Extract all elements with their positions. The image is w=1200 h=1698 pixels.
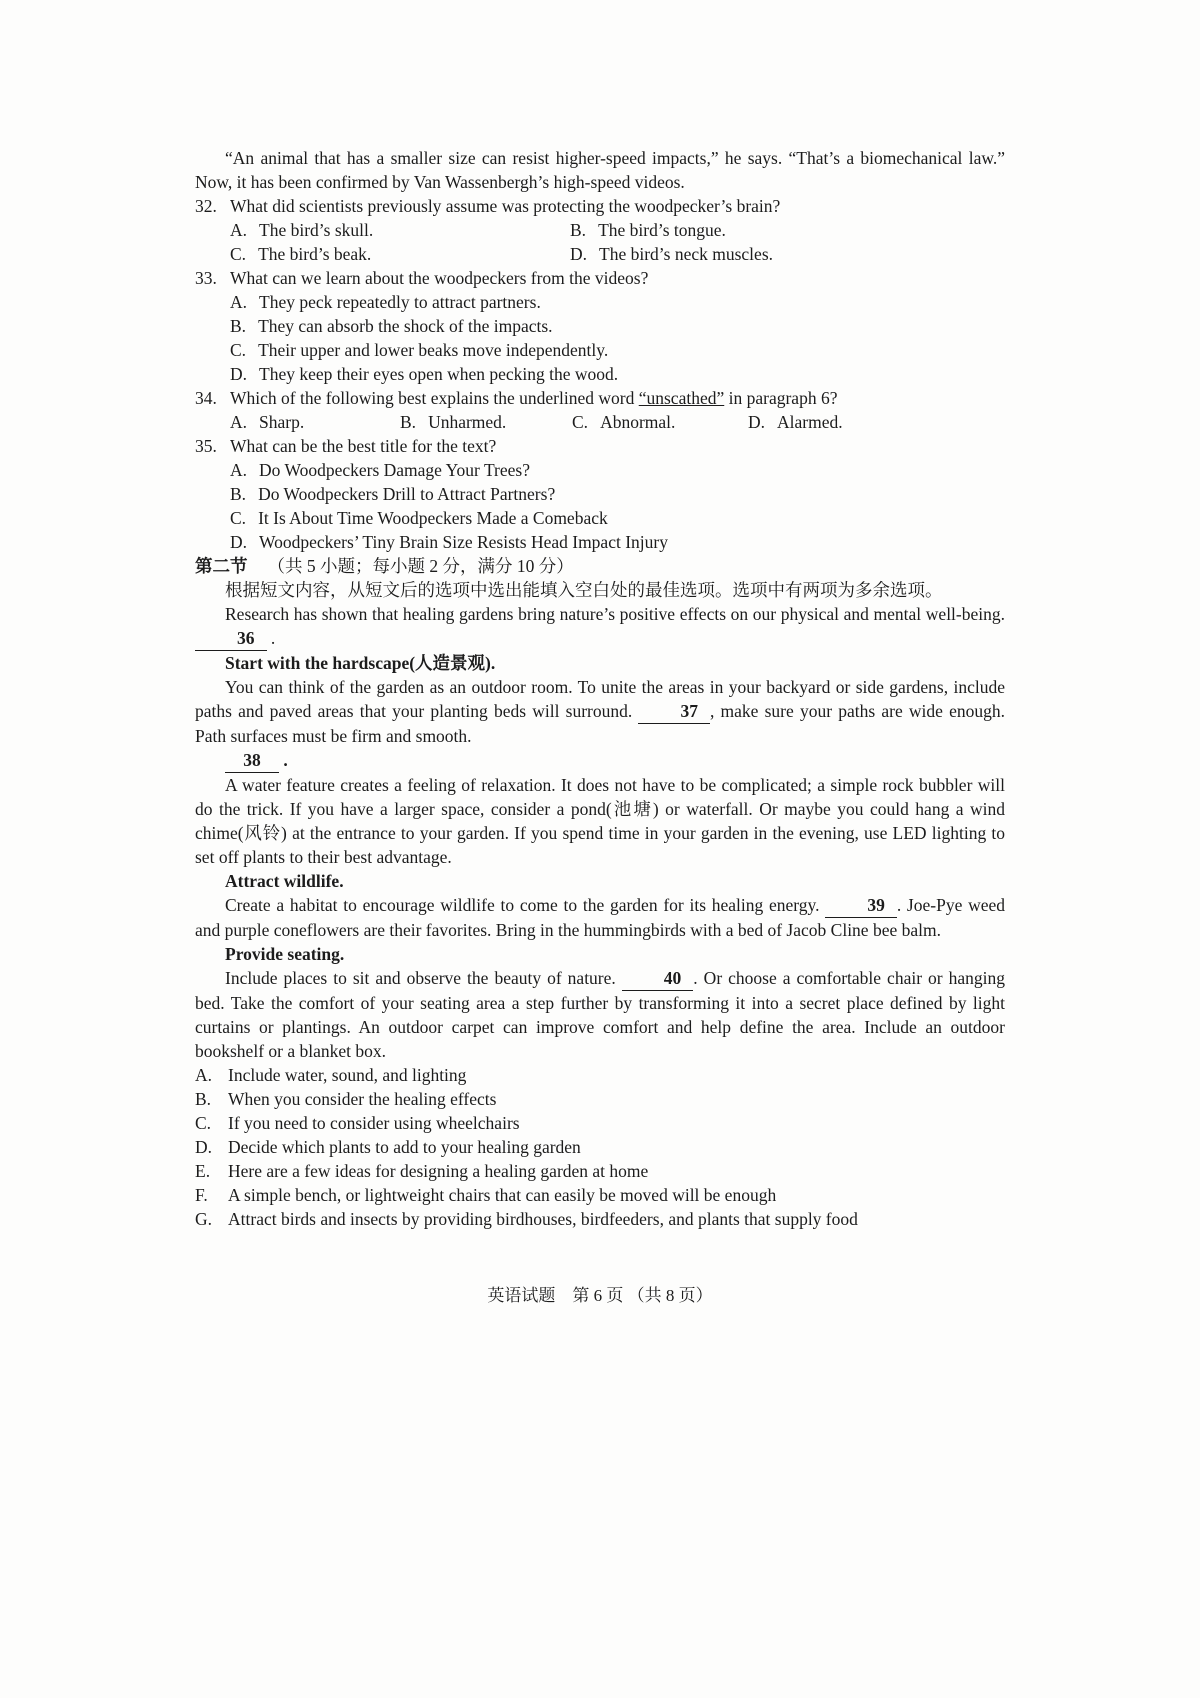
option-text: Their upper and lower beaks move independently. [258, 340, 609, 360]
option-text: They can absorb the shock of the impacts. [258, 316, 553, 336]
section-label: 第二节 [195, 556, 248, 576]
option-label: D. [230, 532, 248, 552]
option-label: C. [572, 412, 589, 432]
question-number: 32. [195, 196, 217, 216]
option-b [195, 482, 1005, 506]
option-text: The bird’s neck muscles. [599, 244, 773, 264]
choice-g [195, 1207, 1005, 1231]
option-label: C. [230, 508, 247, 528]
choice-label: A. [195, 1065, 213, 1085]
option-label: D. [570, 244, 588, 264]
option-d [748, 410, 1005, 434]
option-label: B. [400, 412, 417, 432]
choice-text: Here are a few ideas for designing a healing garden at home [228, 1161, 649, 1181]
choice-c [195, 1111, 1005, 1135]
blank-37: 37 [638, 699, 710, 724]
option-d [570, 242, 1005, 266]
section-2-instruction: 根据短文内容，从短文后的选项中选出能填入空白处的最佳选项。选项中有两项为多余选项。 [225, 580, 943, 600]
question-32-options-row-1 [195, 218, 1005, 242]
option-label: B. [570, 220, 587, 240]
choice-label: D. [195, 1137, 213, 1157]
passage-subheading-38 [195, 748, 1005, 773]
option-a [230, 410, 400, 434]
option-label: B. [230, 316, 247, 336]
stem-text: in paragraph 6? [724, 388, 838, 408]
page-footer: 英语试题 第 6 页 （共 8 页） [487, 1286, 713, 1305]
choice-label: E. [195, 1161, 211, 1181]
paragraph-text: , make sure your paths are wide enough. Path surfaces must be firm and smooth. [195, 701, 1006, 746]
option-d [195, 530, 1005, 554]
option-text: Unharmed. [428, 412, 507, 432]
passage-paragraph-5 [195, 966, 1005, 1063]
option-label: A. [230, 460, 248, 480]
option-label: A. [230, 292, 248, 312]
question-stem: What can we learn about the woodpeckers from the videos? [230, 268, 649, 288]
passage-subheading-hardscape: Start with the hardscape(人造景观). [225, 653, 496, 673]
choice-label: F. [195, 1185, 208, 1205]
choice-label: G. [195, 1209, 213, 1229]
blank-39: 39 [825, 893, 897, 918]
option-text: Woodpeckers’ Tiny Brain Size Resists Head Impact Injury [259, 532, 668, 552]
page-content [195, 146, 1005, 1231]
choice-text: A simple bench, or lightweight chairs that can easily be moved will be enough [228, 1185, 777, 1205]
option-text: Abnormal. [600, 412, 676, 432]
paragraph-text: . [266, 628, 276, 648]
option-a [230, 218, 570, 242]
option-c [230, 242, 570, 266]
question-stem: What did scientists previously assume was protecting the woodpecker’s brain? [230, 196, 781, 216]
option-label: C. [230, 244, 247, 264]
option-b [570, 218, 1005, 242]
paragraph-text: . [279, 750, 288, 770]
option-c [195, 506, 1005, 530]
question-number: 33. [195, 268, 217, 288]
choice-b [195, 1087, 1005, 1111]
blank-36: 36 [195, 626, 267, 651]
option-text: Sharp. [259, 412, 305, 432]
choice-text: When you consider the healing effects [228, 1089, 497, 1109]
passage-subheading-wildlife: Attract wildlife. [225, 871, 344, 891]
paragraph-text: . Joe-Pye weed and purple coneflowers are their favorites. Bring in the hummingbirds with a bed of Jacob Cline bee balm. [195, 895, 1006, 940]
option-text: The bird’s beak. [258, 244, 372, 264]
blank-38: 38 [225, 748, 279, 773]
question-stem: What can be the best title for the text? [230, 436, 497, 456]
option-b [195, 314, 1005, 338]
paragraph-text: Include places to sit and observe the beauty of nature. [225, 968, 616, 988]
question-34 [195, 386, 1005, 410]
choice-d [195, 1135, 1005, 1159]
question-number: 35. [195, 436, 217, 456]
passage-paragraph-3: A water feature creates a feeling of relaxation. It does not have to be complicated; a simple rock bubbler will do the trick. If you have a larger space, consider a pond(池塘) or waterfall. Or maybe you could hang a wind chime(风铃) at the entrance to your garden. If you spend time in your garden in the evening, use LED lighting to set off plants to their best advantage. [195, 775, 1005, 867]
option-text: They keep their eyes open when pecking the wood. [259, 364, 619, 384]
option-d [195, 362, 1005, 386]
choice-text: Include water, sound, and lighting [228, 1065, 467, 1085]
choice-label: C. [195, 1113, 212, 1133]
choice-e [195, 1159, 1005, 1183]
question-32-options-row-2 [195, 242, 1005, 266]
option-label: D. [230, 364, 248, 384]
choice-text: Decide which plants to add to your healing garden [228, 1137, 581, 1157]
option-text: The bird’s skull. [259, 220, 374, 240]
option-label: D. [748, 412, 766, 432]
passage-paragraph-4 [195, 893, 1005, 942]
option-label: C. [230, 340, 247, 360]
question-34-options-row [195, 410, 1005, 434]
passage-paragraph-1 [195, 602, 1005, 651]
stem-text: Which of the following best explains the underlined word [230, 388, 639, 408]
option-text: The bird’s tongue. [598, 220, 726, 240]
paragraph-text: You can think of the garden as an outdoor room. To unite the areas in your backyard or side gardens, include paths and paved areas that your planting beds will surround. [195, 677, 1005, 721]
choice-label: B. [195, 1089, 212, 1109]
option-c [195, 338, 1005, 362]
intro-paragraph: “An animal that has a smaller size can resist higher-speed impacts,” he says. “That’s a biomechanical law.” Now, it has been confirmed by Van Wassenbergh’s high-speed videos. [195, 148, 1005, 192]
option-text: Do Woodpeckers Drill to Attract Partners? [258, 484, 556, 504]
passage-subheading-seating: Provide seating. [225, 944, 345, 964]
paragraph-text: . Or choose a comfortable chair or hanging bed. Take the comfort of your seating area a step further by transforming it into a secret place defined by light curtains or plantings. An outdoor carpet can improve comfort and help define the area. Include an outdoor bookshelf or a blanket box. [195, 968, 1006, 1061]
question-33 [195, 266, 1005, 290]
option-b [400, 410, 572, 434]
question-32 [195, 194, 1005, 218]
choice-text: If you need to consider using wheelchairs [228, 1113, 520, 1133]
paragraph-text: Research has shown that healing gardens bring nature’s positive effects on our physical and mental well-being. [225, 604, 1005, 624]
choice-f [195, 1183, 1005, 1207]
section-meta: （共 5 小题；每小题 2 分，满分 10 分） [267, 556, 574, 576]
section-2-heading [195, 554, 1005, 578]
option-text: Alarmed. [777, 412, 843, 432]
question-35 [195, 434, 1005, 458]
option-text: Do Woodpeckers Damage Your Trees? [259, 460, 530, 480]
passage-paragraph-2 [195, 675, 1005, 748]
option-text: It Is About Time Woodpeckers Made a Comeback [258, 508, 608, 528]
question-stem [230, 386, 1005, 410]
option-label: A. [230, 412, 248, 432]
option-a [195, 290, 1005, 314]
blank-40: 40 [622, 966, 694, 991]
option-label: A. [230, 220, 248, 240]
option-text: They peck repeatedly to attract partners. [259, 292, 541, 312]
option-a [195, 458, 1005, 482]
option-c [572, 410, 748, 434]
choice-a [195, 1063, 1005, 1087]
question-number: 34. [195, 388, 217, 408]
option-label: B. [230, 484, 247, 504]
underlined-word: “unscathed” [638, 388, 725, 408]
choice-text: Attract birds and insects by providing birdhouses, birdfeeders, and plants that supply food [228, 1209, 858, 1229]
paragraph-text: Create a habitat to encourage wildlife to come to the garden for its healing energy. [225, 895, 820, 915]
